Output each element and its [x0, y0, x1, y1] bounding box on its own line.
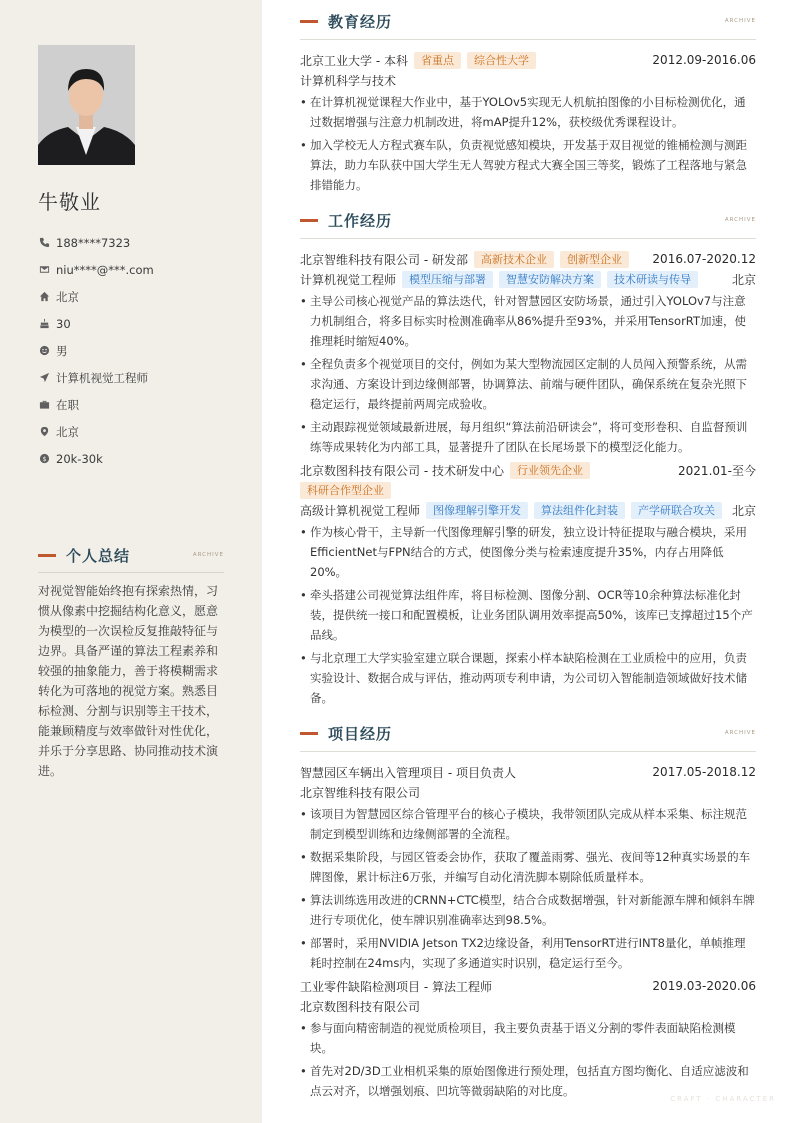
bullet-item: • 与北京理工大学实验室建立联合课题，探索小样本缺陷检测在工业质检中的应用，负责实验设计、数据合成与评估，推动两项专利申请，为公司切入智能制造领域做好技术储备。 — [300, 648, 756, 708]
project-org-row — [300, 782, 756, 802]
project-header-row — [300, 762, 756, 782]
job-bullets — [300, 291, 756, 457]
projects-section — [300, 722, 756, 1101]
school-badge: 综合性大学 — [467, 52, 536, 69]
projects-title: 项目经历 — [328, 724, 393, 743]
candidate-name: 牛敬业 — [38, 190, 101, 214]
salary-icon — [38, 453, 50, 465]
watermark: CRAFT · CHARACTER — [670, 1095, 776, 1103]
summary-heading — [38, 544, 224, 566]
major-name: 计算机科学与技术 — [300, 73, 397, 88]
mail-icon — [38, 264, 50, 276]
project-bullets — [300, 804, 756, 973]
heading-accent-bar — [300, 732, 318, 735]
job-role-row — [300, 500, 756, 520]
job-header-row — [300, 460, 756, 480]
job-date: 2016.07-2020.12 — [652, 252, 756, 266]
work-title: 工作经历 — [328, 211, 393, 230]
home-text: 北京 — [56, 289, 79, 304]
project-name: 智慧园区车辆出入管理项目 - 项目负责人 — [300, 765, 516, 780]
send-icon — [38, 372, 50, 384]
job-role: 计算机视觉工程师 — [300, 272, 397, 287]
bullet-item: • 全程负责多个视觉项目的交付，例如为某大型物流园区定制的人员闯入预警系统，从需求沟通、方案设计到边缘侧部署，协调算法、前端与硬件团队，确保系统在复杂光照下稳定运行，最终提前两周完成验收。 — [300, 354, 756, 414]
company-badge: 创新型企业 — [560, 251, 629, 268]
job-role-row — [300, 269, 756, 289]
work-section — [300, 209, 756, 708]
job-extra-badge-row — [300, 480, 756, 500]
bullet-item: • 参与面向精密制造的视觉质检项目，我主要负责基于语义分割的零件表面缺陷检测模块。 — [300, 1018, 756, 1058]
work-archive-tag: ARCHIVE — [724, 217, 756, 223]
status-text: 在职 — [56, 397, 79, 412]
education-heading — [300, 10, 756, 32]
svg-text:$: $ — [41, 454, 47, 463]
phone-text: 188****7323 — [56, 235, 131, 250]
education-title: 教育经历 — [328, 12, 393, 31]
main-content — [300, 10, 756, 1115]
education-section — [300, 10, 756, 195]
work-heading — [300, 209, 756, 231]
summary-title: 个人总结 — [66, 546, 131, 565]
education-date: 2012.09-2016.06 — [652, 53, 756, 67]
heading-accent-bar — [300, 20, 318, 23]
project-org: 北京数图科技有限公司 — [300, 999, 421, 1014]
phone-icon — [38, 237, 50, 249]
project-entry — [300, 762, 756, 973]
school-badge: 省重点 — [414, 52, 461, 69]
summary-archive-tag: ARCHIVE — [192, 552, 224, 558]
info-age — [38, 310, 154, 337]
info-salary — [38, 445, 154, 472]
role-badge: 算法组件化封装 — [534, 502, 625, 519]
briefcase-icon — [38, 399, 50, 411]
info-email — [38, 256, 154, 283]
age-text: 30 — [56, 316, 71, 331]
job-header-row — [300, 249, 756, 269]
job-entry — [300, 249, 756, 457]
major-row — [300, 70, 756, 90]
info-location — [38, 418, 154, 445]
bullet-item: • 数据采集阶段，与园区管委会协作，获取了覆盖雨雾、强光、夜间等12种真实场景的车牌图像，累计标注6万张，并编写自动化清洗脚本剔除低质量样本。 — [300, 847, 756, 887]
job-date: 2021.01-至今 — [678, 463, 756, 478]
info-job-title — [38, 364, 154, 391]
job-city: 北京 — [731, 503, 756, 518]
email-text: niu****@***.com — [56, 262, 154, 277]
company-badge: 行业领先企业 — [510, 462, 590, 479]
role-badge: 技术研读与传导 — [607, 271, 698, 288]
heading-accent-bar — [300, 219, 318, 222]
projects-archive-tag: ARCHIVE — [724, 730, 756, 736]
divider — [300, 238, 756, 239]
role-badge: 智慧安防解决方案 — [499, 271, 601, 288]
bullet-item: • 加入学校无人方程式赛车队，负责视觉感知模块，开发基于双目视觉的锥桶检测与测距算法，助力车队获中国大学生无人驾驶方程式大赛全国三等奖，锻炼了工程落地与紧急排错能力。 — [300, 135, 756, 195]
company-badge: 科研合作型企业 — [300, 482, 391, 499]
bullet-item: • 算法训练选用改进的CRNN+CTC模型，结合合成数据增强，针对新能源车牌和倾斜车牌进行专项优化，使车牌识别准确率达到98.5%。 — [300, 890, 756, 930]
company-badge: 高新技术企业 — [474, 251, 554, 268]
job-role: 高级计算机视觉工程师 — [300, 503, 421, 518]
bullet-item: • 牵头搭建公司视觉算法组件库，将目标检测、图像分割、OCR等10余种算法标准化封装，提供统一接口和配置模板，让业务团队调用效率提高50%，该库已支撑超过15个产品线。 — [300, 585, 756, 645]
project-bullets — [300, 1018, 756, 1101]
project-org-row — [300, 996, 756, 1016]
bullet-item: • 主动跟踪视觉领域最新进展，每月组织“算法前沿研读会”，将可变形卷积、自监督预训练等成果转化为内部工具，显著提升了团队在长尾场景下的模型泛化能力。 — [300, 417, 756, 457]
education-archive-tag: ARCHIVE — [724, 18, 756, 24]
info-gender — [38, 337, 154, 364]
cake-icon — [38, 318, 50, 330]
bullet-item: • 首先对2D/3D工业相机采集的原始图像进行预处理，包括直方图均衡化、自适应滤波和点云对齐，以增强划痕、凹坑等微弱缺陷的对比度。 — [300, 1061, 756, 1101]
job-title-text: 计算机视觉工程师 — [56, 370, 148, 385]
contact-info-list — [38, 229, 154, 472]
bullet-item: • 作为核心骨干，主导新一代图像理解引擎的研发，独立设计特征提取与融合模块，采用EfficientNet与FPN结合的方式，使图像分类与检索速度提升35%，内存占用降低20%。 — [300, 522, 756, 582]
project-header-row — [300, 976, 756, 996]
project-date: 2017.05-2018.12 — [652, 765, 756, 779]
job-entry — [300, 460, 756, 708]
divider — [300, 751, 756, 752]
gender-icon — [38, 345, 50, 357]
education-entry — [300, 50, 756, 195]
project-org: 北京智维科技有限公司 — [300, 785, 421, 800]
education-header-row — [300, 50, 756, 70]
company-name: 北京数图科技有限公司 - 技术研发中心 — [300, 463, 504, 478]
projects-heading — [300, 722, 756, 744]
school-name: 北京工业大学 - 本科 — [300, 53, 408, 68]
project-name: 工业零件缺陷检测项目 - 算法工程师 — [300, 979, 492, 994]
bullet-item: • 该项目为智慧园区综合管理平台的核心子模块，我带领团队完成从样本采集、标注规范制定到模型训练和边缘侧部署的全流程。 — [300, 804, 756, 844]
info-status — [38, 391, 154, 418]
profile-photo — [38, 45, 135, 165]
salary-text: 20k-30k — [56, 451, 103, 466]
gender-text: 男 — [56, 343, 68, 358]
info-phone — [38, 229, 154, 256]
project-entry — [300, 976, 756, 1101]
bullet-item: • 在计算机视觉课程大作业中，基于YOLOv5实现无人机航拍图像的小目标检测优化，通过数据增强与注意力机制改进，将mAP提升12%，获校级优秀课程设计。 — [300, 92, 756, 132]
bullet-item: • 部署时，采用NVIDIA Jetson TX2边缘设备，利用TensorRT进行INT8量化，单帧推理耗时控制在24ms内，实现了多通道实时识别，稳定运行至今。 — [300, 933, 756, 973]
location-text: 北京 — [56, 424, 79, 439]
location-pin-icon — [38, 426, 50, 438]
divider — [38, 572, 224, 573]
role-badge: 图像理解引擎开发 — [426, 502, 528, 519]
role-badge: 产学研联合攻关 — [631, 502, 722, 519]
project-date: 2019.03-2020.06 — [652, 979, 756, 993]
summary-text: 对视觉智能始终抱有探索热情，习惯从像素中挖掘结构化意义，愿意为模型的一次误检反复推敲特征与边界。具备严谨的算法工程素养和较强的抽象能力，善于将模糊需求转化为可落地的视觉方案。熟悉目标检测、分割与识别等主干技术，能兼顾精度与效率做针对性优化，并乐于分享思路、协同推动技术演进。 — [38, 584, 219, 778]
job-city: 北京 — [731, 272, 756, 287]
divider — [300, 39, 756, 40]
bullet-item: • 主导公司核心视觉产品的算法迭代，针对智慧园区安防场景，通过引入YOLOv7与注意力机制组合，将多目标实时检测准确率从86%提升至93%，并采用TensorRT加速，使推理耗时缩短40%。 — [300, 291, 756, 351]
heading-accent-bar — [38, 554, 56, 557]
home-icon — [38, 291, 50, 303]
sidebar — [0, 0, 262, 1123]
info-home — [38, 283, 154, 310]
role-badge: 模型压缩与部署 — [402, 271, 493, 288]
summary-section — [38, 544, 224, 781]
job-bullets — [300, 522, 756, 708]
education-bullets — [300, 92, 756, 195]
company-name: 北京智维科技有限公司 - 研发部 — [300, 252, 468, 267]
